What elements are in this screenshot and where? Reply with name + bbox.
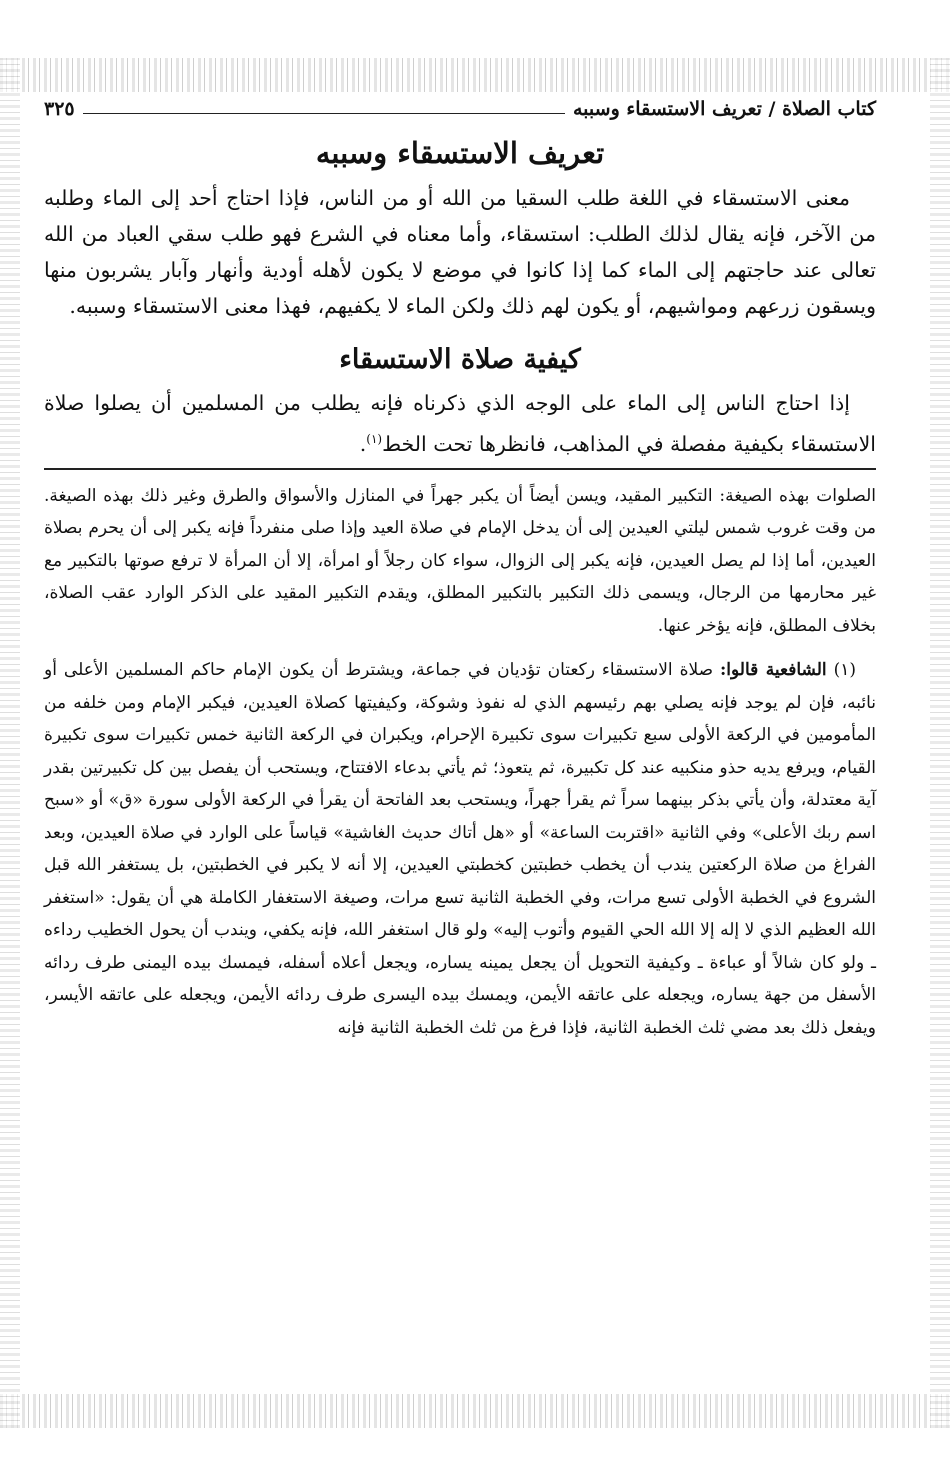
method-text: إذا احتاج الناس إلى الماء على الوجه الذي ذكرناه فإنه يطلب من المسلمين أن يصلوا صلاة الاستسقاء بكيفية مفصلة في المذاهب، فانظرها تحت الخط — [44, 391, 876, 456]
book-page — [44, 90, 876, 1390]
decorative-border-bottom — [0, 1394, 950, 1428]
footnote-1-label: الشافعية قالوا: — [720, 660, 827, 681]
decorative-border-right — [930, 58, 950, 1428]
decorative-border-left — [0, 58, 20, 1428]
footnote-reference: (١) — [366, 432, 383, 446]
method-text-end: . — [359, 431, 367, 456]
definition-paragraph: معنى الاستسقاء في اللغة طلب السقيا من الله أو من الناس، فإذا احتاج أحد إلى الماء وطلبه من الآخر، فإنه يقال لذلك الطلب: استسقاء، وأما معناه في الشرع فهو طلب سقي العباد من الله تعالى عند حاجتهم إلى الماء كما إذا كانوا في موضع لا يكون لأهله أودية وأنهار وآبار يشربون منها ويسقون زرعهم ومواشيهم، أو يكون لهم ذلك ولكن الماء لا يكفيهم، فهذا معنى الاستسقاء وسببه. — [44, 186, 876, 318]
section-title-definition: تعريف الاستسقاء وسببه — [315, 136, 605, 170]
footnote-continuation: الصلوات بهذه الصيغة: التكبير المقيد، ويسن أيضاً أن يكبر جهراً في المنازل والأسواق والطرق وغير ذلك بهذه الصيغة. من وقت غروب شمس ليلتي العيدين إلى أن يدخل الإمام في صلاة العيد وإذا صلى منفرداً فإنه يكبر إلى أن يحرم بصلاة العيدين، أما إذا لم يصل العيدين، فإنه يكبر إلى الزوال، سواء كان رجلاً أو امرأة، إلا أن المرأة لا ترفع صوتها بالتكبير مع غير محارمها من الرجال، ويسمى ذلك التكبير بالتكبير المطلق، ويقدم التكبير المقيد على الذكر الوارد عقب الصلاة، بخلاف المطلق، فإنه يؤخر عنها. — [44, 485, 876, 636]
decorative-border-top — [0, 58, 950, 92]
header-rule — [83, 113, 565, 114]
footnote-separator — [44, 468, 876, 470]
footnote-1-text: صلاة الاستسقاء ركعتان تؤديان في جماعة، ويشترط أن يكون الإمام حاكم المسلمين الأعلى أو نائبه، فإن لم يوجد فإنه يصلي بهم رئيسهم الذي له نفوذ وشوكة، وكيفيتها كصلاة العيدين، فيكبر الإمام ومن خلفه من المأمومين في الركعة الأولى سبع تكبيرات سوى تكبيرة الإحرام، ويكبران في الركعة الثانية خمس تكبيرات سوى تكبيرة القيام، ويرفع يديه حذو منكبيه عند كل تكبيرة، ثم يتعوذ؛ ثم يأتي بدعاء الافتتاح، ويستحب أن يفصل بين كل تكبيرتين بقدر آية معتدلة، وأن يأتي بذكر بينهما سراً ثم يقرأ جهراً، ويستحب بعد الفاتحة أن يقرأ في الركعة الأولى سورة «ق» أو «سبح اسم ربك الأعلى» وفي الثانية «اقتربت الساعة» أو «هل أتاك حديث الغاشية» قياساً على الوارد في صلاة العيدين، وبعد الفراغ من صلاة الركعتين يندب أن يخطب خطبتين كخطبتي العيدين، إلا أنه لا يكبر في الخطبتين، بل يستغفر الله قبل الشروع في الخطبة الأولى تسع مرات، وفي الخطبة الثانية تسع مرات، وصيغة الاستغفار الكاملة هي أن يقول: «استغفر الله العظيم الذي لا إله إلا الله الحي القيوم وأتوب إليه» ولو قال استغفر الله، فإنه يكفي، ويندب أن يحول الخطيب رداءه ـ ولو كان شالاً أو عباءة ـ وكيفية التحويل أن يجعل يمينه يساره، ويجعل أعلاه أسفله، فيمسك بيده اليمنى طرف ردائه الأسفل من جهة يساره، ويجعله على عاتقه الأيمن، ويمسك بيده اليسرى طرف ردائه الأيمن، ويجعله على عاتقه الأيسر، ويفعل ذلك بعد مضي ثلث الخطبة الثانية، فإذا فرغ من ثلث الخطبة الثانية فإنه — [44, 660, 876, 1038]
section-title-method: كيفية صلاة الاستسقاء — [339, 344, 581, 375]
method-paragraph — [44, 385, 876, 462]
running-title: كتاب الصلاة / تعريف الاستسقاء وسببه — [573, 98, 876, 120]
footnote-1-number: (١) — [833, 660, 856, 681]
page-number: ٣٢٥ — [44, 98, 75, 120]
footnote-1 — [44, 654, 876, 1044]
running-header — [44, 90, 876, 120]
